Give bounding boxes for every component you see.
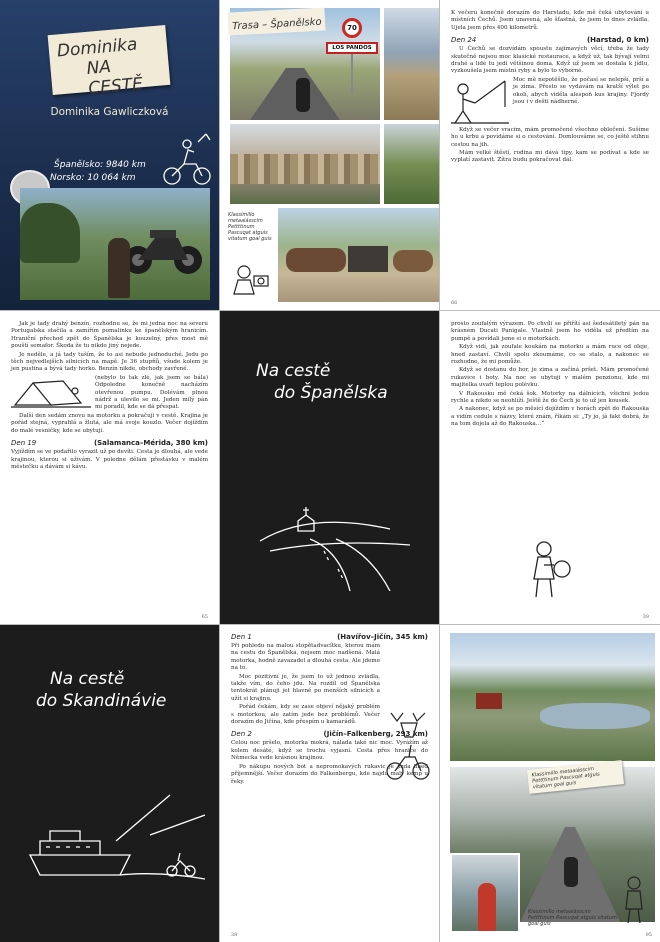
chapter-scandinavia-title1: Na cestě <box>50 669 125 689</box>
town-sign: LOS PANDOS <box>326 42 378 54</box>
page8-day1-route: (Havířov–Jičín, 345 km) <box>337 633 428 641</box>
speed-sign: 70 <box>342 18 362 38</box>
chapter-scandinavia-title2: do Skandinávie <box>36 691 167 711</box>
sign-pole <box>351 54 353 94</box>
page6-para: prosto zoufalým výrazem. Po chvíli se přiřítí asi šedesátiletý pán na krásném Ducati Panigale. Vlastně jsem ho viděla už předtím na pumpě a povídali jsme si o motorkách. <box>451 321 649 342</box>
page-photos-spain <box>220 0 439 310</box>
page3-para: U Čechů se dozvídám spoustu zajímavých věcí, třeba že tady skutečně nejsou moc klasické restaurace, a když už, tak bývají velmi drahé a lidé tu jedí většinou doma. Když už jsem se dostala k jídlu, vyzkoušela jsem místní ryby a bylo to výborné. <box>451 46 649 75</box>
cover-author: Dominika Gawliczková <box>50 106 169 118</box>
page4-day-header <box>11 439 208 447</box>
cover-photo-rider <box>108 238 130 298</box>
page3-body <box>451 46 649 165</box>
page4-para: Je neděle, a já tady tuším, že to asi nebude jednoduché. Jedu po těch nejvedlejších silnicích na mapě. Je 36 stupňů, všude kolem je jen pustina a bývá tady horko. Benzín nikde, obchody zavřené. <box>11 351 208 373</box>
cover-stat-spain: Španělsko: 9840 km <box>54 160 146 170</box>
sketch-girl-standing-icon <box>616 875 654 925</box>
page9-caption2: Klassimillo metaaiásscim Pettttinum Pascuqat atguis vitatum goal guis <box>528 909 617 927</box>
page-65 <box>0 311 219 624</box>
photo-fishing-girl <box>450 853 520 933</box>
sketch-camera-girl-icon <box>230 262 274 302</box>
page-38 <box>220 625 439 942</box>
page9-caption1: Klassimillo metaaiásscim Pettttinum Pascuqat atguis vitatum goal guis <box>531 766 601 791</box>
page4-body <box>11 321 208 435</box>
sketch-ferry-moto-icon <box>20 775 205 895</box>
norway-rider <box>564 857 578 887</box>
cover-photo-motorbike <box>20 188 210 300</box>
page-66 <box>440 0 660 310</box>
book-cover <box>0 0 219 310</box>
cover-photo-trees <box>20 203 80 263</box>
moto-rider-sketch-icon <box>160 130 214 190</box>
page9-page-number: 95 <box>645 932 652 938</box>
page3-day-route: (Harstad, 0 km) <box>586 36 649 45</box>
page6-para: Když vidí, jak zoufale koukám na motorku a mám ruce od oleje, hned zastaví. Chvíli spolu zkoumáme, co se stalo, a nakonec se rozhodne, že mi pomůže. <box>451 344 649 366</box>
page4-day-label: Den 19 <box>11 439 37 448</box>
page4-inline-figure <box>11 375 208 413</box>
page6-para: V Rakousku mě čeká šok. Motorky na dálnicích, všichni jedou rychle a nikdo se neohlíží. Ještě že do Čech je to už jen kousek. <box>451 390 649 405</box>
page4-day-route: (Salamanca–Mérida, 380 km) <box>93 439 208 448</box>
chapter-scandinavia <box>0 625 219 942</box>
motorbike-icon <box>120 208 205 278</box>
page2-caption: Klassimillo metaaiásscim Pettttinum Pascuqat atguis vitatum goal guis <box>228 212 272 242</box>
page6-para: A nakonec, když se po měsíci dojíždím v horách zpět do Rakouska a vidím cedule s názvy, které znám, říkám si: „Ty jo, já fakt dobrá, že na tom dojela až do Rakouska…“ <box>451 406 649 428</box>
red-house <box>476 693 502 709</box>
horses <box>286 248 346 272</box>
sketch-tent-camp-icon <box>11 375 91 413</box>
carriage <box>348 246 388 272</box>
page6-page-number: 39 <box>642 614 649 620</box>
page3-day-header <box>451 36 649 44</box>
fjord-water <box>540 703 650 729</box>
photo-rider-on-road <box>296 78 310 112</box>
page3-para: Když se večer vracím, mám promočené všechno oblečení. Sušíme ho u krbu a povídáme si o cestování. Domlouváme se, co ještě stihnu cestou na jih. <box>451 126 649 148</box>
route-label: Trasa – Španělsko <box>231 16 322 33</box>
cover-title-line1: Dominika <box>56 34 139 62</box>
page3-page-number: 66 <box>451 300 458 306</box>
photo-norway-fjord <box>450 633 655 761</box>
page3-day-label: Den 24 <box>451 36 477 45</box>
sketch-fishing-man-icon <box>451 77 509 127</box>
page8-page-number: 38 <box>231 932 238 938</box>
sketch-moose-rider-icon <box>383 705 431 785</box>
sketch-road-church-icon <box>240 481 420 591</box>
page4-page-number: 65 <box>201 614 208 620</box>
page-photos-norway <box>440 625 660 942</box>
horses-right <box>393 250 433 272</box>
page3-intro: K večeru konečně dorazím do Harstadu, kde mě čeká ubytování u místních Čechů. Jsem unavená, ale šťastná, že jsem to dnes zvládla. Ujela jsem přes 400 kilometrů. <box>451 10 649 31</box>
page8-day2-route: (Jičín–Falkenberg, 293 km) <box>323 730 428 739</box>
page3-para: Moc mě nepotěšilo, že počasí se nelepší, prší a je zima. Přesto se vydávám na kratší výlet po okolí, abych viděla alespoň kus krajiny. Fjordy jsou i v dešti nádherné. <box>513 76 649 106</box>
page4-day-text: Vyjíždím se ve podařilo vyrazit už po devíti. Cesta je dlouhá, ale vede krajinou, kterou si užívám. V poledne dělám přestávku v malém městečku a dávám si kávu. <box>11 449 208 470</box>
page3-inline-figure <box>451 77 649 127</box>
chapter-spain <box>220 311 439 624</box>
page6-para: Když se dostanu do hor, je zima a začíná pršet. Mám promočené rukavice i boty. Na noc se ubytuji v malém penzionu, kde mi majitelka uvaří teplou polévku. <box>451 367 649 389</box>
page8-day1-para: Při pohledu na malou stopětadvacítku, kterou mám na cestu do Španělska, nejsem moc nadšená. Malá motorka, hodně zavazadel a dlouhá cesta. Ale jdeme na to. <box>231 643 380 672</box>
page8-day2-label: Den 2 <box>231 730 252 739</box>
page4-para: Další den sedám znovu na motorku a pokračuji v cestě. Krajina je pořád stejná, vyprahlá a žlutá, ale má svoje kouzlo. Večer dojíždím do malé vesničky, kde se ubytuji. <box>11 412 208 434</box>
page-39 <box>440 311 660 624</box>
page8-day1-para: Moc pozitivní je, že jsem to už jednou zvládla, takže vím, do čeho jdu. Na rozdíl od Španělska tentokrát plánuji jet hlavně po menších silnicích a užít si krajinu. <box>231 673 380 702</box>
photo-horse-carriage <box>278 208 439 302</box>
page8-day1-para: Pořád čekám, kdy se zase objeví nějaký problém s motorkou, ale zatím jede bez problémů. Večer dorazím do Jičína, kde přespím u kamarádů. <box>231 704 380 726</box>
city-roofs <box>230 154 380 184</box>
sketch-girl-helmet-icon <box>524 539 574 603</box>
page8-day2-para: Po nákupu nových bot a nepromokavých rukavic je jízda hned příjemnější. Večer dorazím do Falkenbergu, kde najdu malý kemp u řeky. <box>231 763 428 785</box>
page6-body <box>451 321 649 429</box>
chapter-spain-title1: Na cestě <box>256 361 331 381</box>
page4-para: (nebylo to tak zlé, jak jsem se bála) Odpoledne konečně nacházím otevřenou pumpu. Dolévám plnou nádrž a ulevilo se mi. Jeden milý pán mi poradil, kde se dá přespat. <box>95 374 208 411</box>
girl-figure <box>478 883 496 931</box>
road-surface <box>250 68 340 120</box>
page8-day1-label: Den 1 <box>231 633 252 641</box>
cover-title-card <box>48 25 171 99</box>
photo-hills <box>384 124 439 204</box>
cover-stat-norway: Norsko: 10 064 km <box>50 173 136 183</box>
photo-coast <box>384 8 439 120</box>
page3-para: Mám velké štěstí, rodina mi dává tipy, kam se podívat a kde se vyplatí zastavit. Zítra budu pokračovat dál. <box>451 150 649 164</box>
cover-title-line2: NA CESTĚ <box>85 56 144 99</box>
chapter-spain-title2: do Španělska <box>274 383 388 403</box>
page4-para: Jak je tady drahý benzín, rozhodnu se, že mi jedna noc na severu Portugalska stačila a zamířím pomalinku ke španělským hranicím. Hraniční přechod zpět do Španělska je kouzelný, přes most mě pouští semafor. Škoda že tu nikdo jiný nejede. <box>11 321 208 350</box>
page8-day2-para: Celou noc pršelo, motorka mokrá, nálada také nic moc. Vyrážím až kolem desáté, když se trochu vyjasní. Cesta přes hranice do Německa vede krásnou krajinou. <box>231 740 428 762</box>
page8-day1-header <box>231 633 428 641</box>
photo-city <box>230 124 380 204</box>
